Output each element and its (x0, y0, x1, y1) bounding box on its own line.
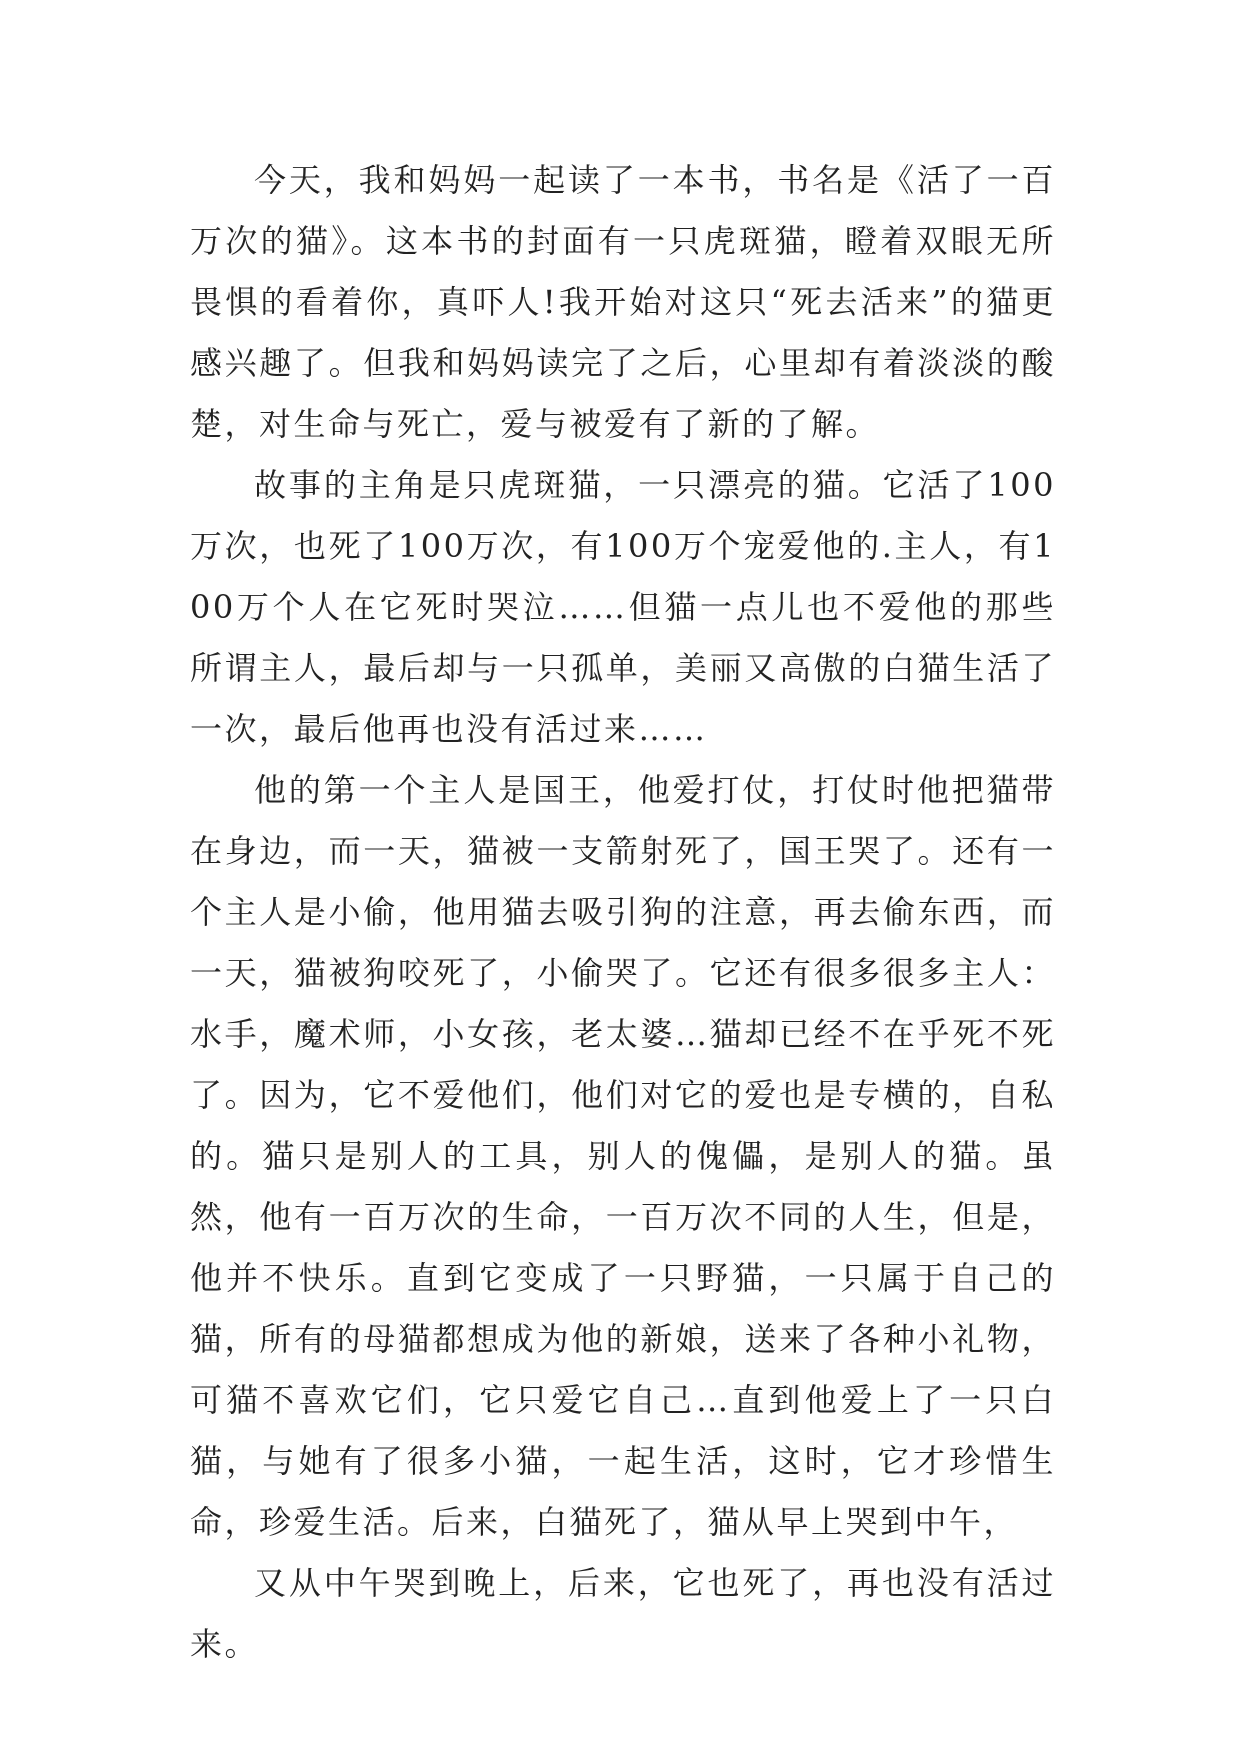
paragraph-owners: 他的第一个主人是国王，他爱打仗，打仗时他把猫带在身边，而一天，猫被一支箭射死了，国王哭了。还有一个主人是小偷，他用猫去吸引狗的注意，再去偷东西，而一天，猫被狗咬死了，小偷哭了。它还有很多很多主人：水手，魔术师，小女孩，老太婆…猫却已经不在乎死不死了。因为，它不爱他们，他们对它的爱也是专横的，自私的。猫只是别人的工具，别人的傀儡，是别人的猫。虽然，他有一百万次的生命，一百万次不同的人生，但是，他并不快乐。直到它变成了一只野猫，一只属于自己的猫，所有的母猫都想成为他的新娘，送来了各种小礼物，可猫不喜欢它们，它只爱它自己…直到他爱上了一只白猫，与她有了很多小猫，一起生活，这时，它才珍惜生命，珍爱生活。后来，白猫死了，猫从早上哭到中午， (190, 771, 1056, 1541)
paragraph-intro: 今天，我和妈妈一起读了一本书，书名是《活了一百万次的猫》。这本书的封面有一只虎斑猫，瞪着双眼无所畏惧的看着你，真吓人!我开始对这只“死去活来”的猫更感兴趣了。但我和妈妈读完了之后，心里却有着淡淡的酸楚，对生命与死亡，爱与被爱有了新的了解。 (190, 161, 1056, 443)
document-body (190, 150, 1056, 1675)
paragraph-ending: 又从中午哭到晚上，后来，它也死了，再也没有活过来。 (190, 1564, 1056, 1663)
paragraph-story-summary: 故事的主角是只虎斑猫，一只漂亮的猫。它活了100万次，也死了100万次，有100万个宠爱他的.主人，有100万个人在它死时哭泣……但猫一点儿也不爱他的那些所谓主人，最后却与一只孤单，美丽又高傲的白猫生活了一次，最后他再也没有活过来…… (190, 466, 1056, 748)
